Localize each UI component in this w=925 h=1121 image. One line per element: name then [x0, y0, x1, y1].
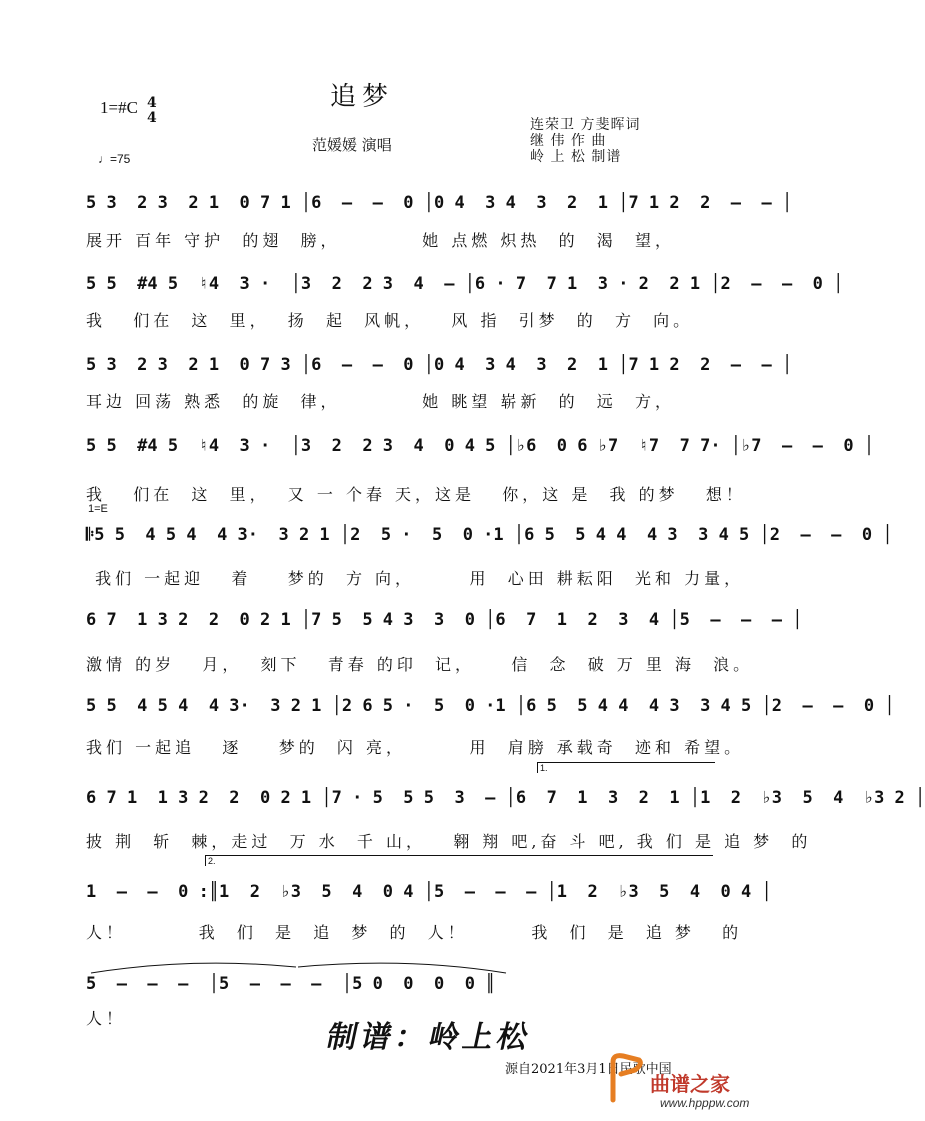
notation-line: 5 3 2 3 2 1 0 7 3 │6 – – 0 │0 4 3 4 3 2 1 │7 1 2 2 – – │: [86, 355, 793, 375]
transcriber-credit: 岭 上 松 制谱: [530, 149, 622, 165]
notation-line: 6 7 1 3 2 2 0 2 1 │7 5 5 4 3 3 0 │6 7 1 2 3 4 │5 – – – │: [86, 610, 803, 630]
lyric-line-9: 人！ 我 们 是 追 梦 的 人！ 我 们 是 追 梦 的: [86, 923, 743, 942]
tie-arcs: [86, 955, 718, 975]
watermark-brand: 曲谱之家: [650, 1072, 730, 1096]
score-line-10: [86, 974, 718, 1014]
lyric-line-8: 披 荆 斩 棘，走过 万 水 千 山， 翱 翔 吧,奋 斗 吧, 我 们 是 追 梦 的: [86, 832, 812, 851]
lyric-line-1: 展开 百年 守护 的翅 膀， 她 点燃 炽热 的 渴 望，: [86, 231, 675, 250]
score-line-4: [86, 436, 875, 476]
composer-credit: 继 伟 作 曲: [530, 133, 607, 149]
signature-text: 制谱：岭上松: [323, 1020, 535, 1055]
song-title: 追梦: [330, 82, 395, 112]
lyric-line-3: 耳边 回荡 熟悉 的旋 律， 她 眺望 崭新 的 远 方，: [86, 392, 675, 411]
notation-line: 5 5 #4 5 ♮4 3 · │3 2 2 3 4 – │6 · 7 7 1 3 · 2 2 1 │2 – – 0 │: [86, 274, 844, 294]
lyric-line-4: 我 们在 这 里， 又 一 个春 天，这是 你，这 是 我 的梦 想！: [86, 485, 746, 504]
lyric-line-5: 我们 一起迎 着 梦的 方 向， 用 心田 耕耘阳 光和 力量，: [86, 569, 745, 588]
lyric-line-2: 我 们在 这 里， 扬 起 风帆， 风 指 引梦 的 方 向。: [86, 311, 694, 330]
lyricist-credit: 连荣卫 方斐晖词: [530, 117, 641, 133]
source-note: 源自2021年3月1日民歌中国: [505, 1062, 672, 1077]
lyric-line-6: 激情 的岁 月， 刻下 青春 的印 记， 信 念 破 万 里 海 浪。: [86, 655, 754, 674]
modulation-key: 1=E: [88, 503, 108, 515]
score-line-5: [86, 525, 893, 565]
score-line-9: [86, 882, 772, 922]
singer-credit: 范媛媛 演唱: [312, 136, 392, 154]
score-line-8: [86, 788, 925, 828]
volta-1-bracket: 1.: [537, 762, 715, 773]
notation-line: 5 3 2 3 2 1 0 7 1 │6 – – 0 │0 4 3 4 3 2 1 │7 1 2 2 – – │: [86, 193, 793, 213]
notation-line: 6 7 1 1 3 2 2 0 2 1 │7 · 5 5 5 3 – │6 7 1 3 2 1 │1 2 ♭3 5 4 ♭3 2 │: [86, 788, 925, 808]
notation-line: 1 – – 0 :║1 2 ♭3 5 4 0 4 │5 – – – │1 2 ♭3 5 4 0 4 │: [86, 882, 772, 902]
notation-line: 5 5 #4 5 ♮4 3 · │3 2 2 3 4 0 4 5 │♭6 0 6 ♭7 ♮7 7 7· │♭7 – – 0 │: [86, 436, 875, 456]
key-signature: 1=#C: [100, 98, 138, 117]
score-line-1: [86, 193, 793, 233]
lyric-line-10: 人！: [86, 1009, 127, 1028]
score-line-7: [86, 696, 895, 736]
watermark-logo-icon: [605, 1050, 645, 1110]
time-signature: 4 4: [147, 95, 157, 126]
tempo-marking: ♩=75: [98, 152, 131, 166]
volta-2-bracket: 2.: [205, 855, 713, 866]
score-line-6: [86, 610, 803, 650]
lyric-line-7: 我们 一起追 逐 梦的 闪 亮， 用 肩膀 承载奇 迹和 希望。: [86, 738, 745, 757]
tie-arc: [298, 963, 506, 973]
notation-line: 5 5 4 5 4 4 3· 3 2 1 │2 6 5 · 5 0 ·1 │6 5 5 4 4 4 3 3 4 5 │2 – – 0 │: [86, 696, 895, 716]
notation-line: 𝄆5 5 4 5 4 4 3· 3 2 1 │2 5 · 5 0 ·1 │6 5 5 4 4 4 3 3 4 5 │2 – – 0 │: [86, 525, 893, 545]
tie-arc: [91, 963, 296, 973]
notation-line: 5 – – – │5 – – – │5 0 0 0 0 ║: [86, 974, 496, 994]
watermark-site: www.hpppw.com: [660, 1096, 750, 1110]
